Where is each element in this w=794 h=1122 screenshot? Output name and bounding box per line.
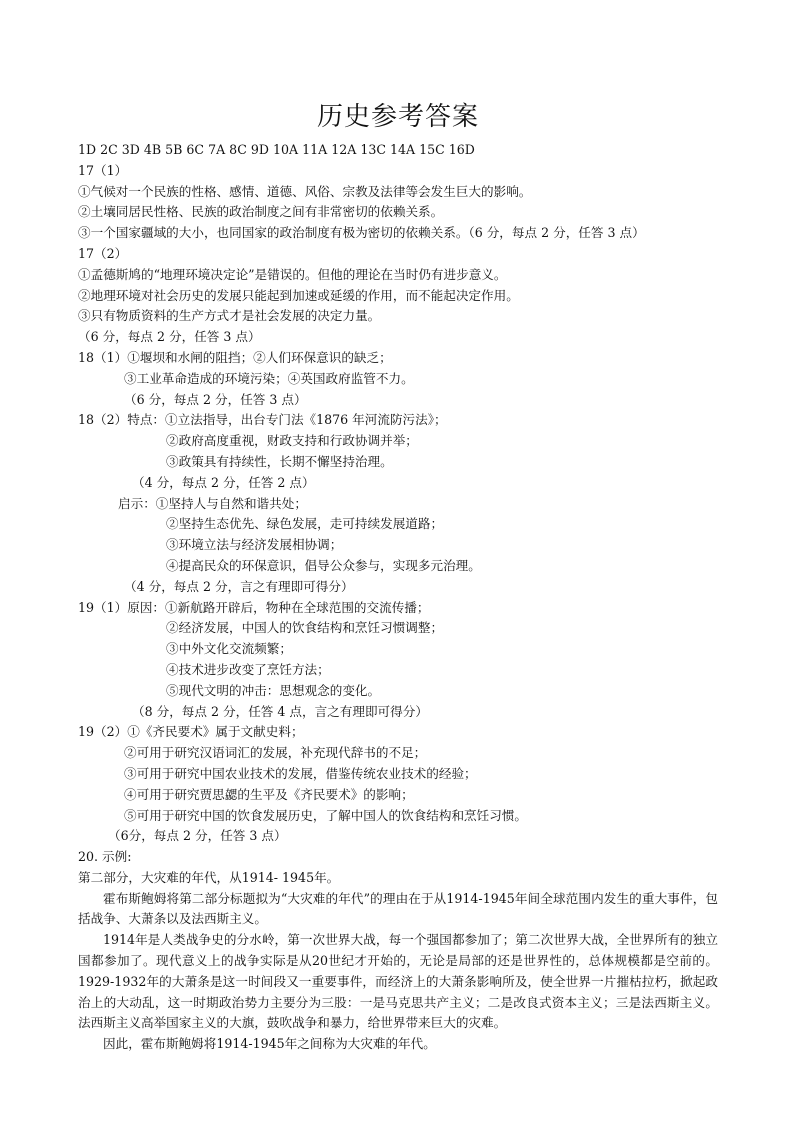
- q17-1-point-1: ①气候对一个民族的性格、感情、道德、风俗、宗教及法律等会发生巨大的影响。: [78, 183, 532, 199]
- q19-2-point-4: ④可用于研究贾思勰的生平及《齐民要术》的影响；: [124, 786, 414, 802]
- q20-part-title: 第二部分，大灾难的年代，从1914- 1945年。: [78, 869, 340, 885]
- q18-1-point-2: ③工业革命造成的环境污染；④英国政府监管不力。: [124, 370, 414, 386]
- q19-1-reason-2: ②经济发展，中国人的饮食结构和烹饪习惯调整；: [166, 620, 444, 636]
- q19-1-reason-4: ④技术进步改变了烹饪方法；: [166, 661, 330, 677]
- q17-2-score: （6 分，每点 2 分，任答 3 点）: [78, 329, 261, 345]
- q18-2-feature-2: ②政府高度重视，财政支持和行政协调并举；: [166, 433, 418, 449]
- q18-2-feature-1: 18（2）特点：①立法指导，出台专门法《1876 年河流防污法》；: [78, 412, 447, 428]
- q17-2-point-2: ②地理环境对社会历史的发展只能起到加速或延缓的作用，而不能起决定作用。: [78, 287, 519, 303]
- q18-2-insight-2: ②坚持生态优先、绿色发展，走可持续发展道路；: [166, 516, 444, 532]
- q18-2-feature-3: ③政策具有持续性，长期不懈坚持治理。: [166, 453, 393, 469]
- q19-2-point-1: 19（2）①《齐民要术》属于文献史料；: [78, 724, 304, 740]
- q18-2-insight-4: ④提高民众的环保意识，倡导公众参与，实现多元治理。: [166, 557, 481, 573]
- q17-1-heading: 17（1）: [78, 162, 128, 178]
- q17-2-point-1: ①孟德斯鸠的“地理环境决定论”是错误的。但他的理论在当时仍有进步意义。: [78, 266, 507, 282]
- q18-2-insight-1: 启示：①坚持人与自然和谐共处；: [118, 495, 307, 511]
- q19-1-score: （8 分，每点 2 分，任答 4 点，言之有理即可得分）: [132, 703, 428, 719]
- q17-2-point-3: ③只有物质资料的生产方式才是社会发展的决定力量。: [78, 308, 381, 324]
- q18-2-score-1: （4 分，每点 2 分，任答 2 点）: [132, 474, 315, 490]
- q19-2-score: （6分，每点 2 分，任答 3 点）: [108, 828, 287, 844]
- q20-paragraph-2: 1914年是人类战争史的分水岭，第一次世界大战，每一个强国都参加了；第二次世界大战，全世界所有的独立国都参加了。现代意义上的战争实际是从20世纪才开始的，无论是局部的还是世界性的，总体规模都是空前的。1929-1932年的大萧条是这一时间段又一重要事件，而经济上的大萧条影响所及，使全世界一片摧枯拉朽，掀起政治上的大动乱，这一时期政治势力主要分为三股：一是马克思共产主义；二是改良式资本主义；三是法西斯主义。法西斯主义高举国家主义的大旗，鼓吹战争和暴力，给世界带来巨大的灾难。: [78, 932, 718, 1031]
- q18-2-insight-3: ③环境立法与经济发展相协调；: [166, 537, 343, 553]
- q19-2-point-5: ⑤可用于研究中国的饮食发展历史，了解中国人的饮食结构和烹饪习惯。: [124, 807, 527, 823]
- q18-1-score: （6 分，每点 2 分，任答 3 点）: [124, 391, 307, 407]
- answer-document: [78, 100, 718, 1055]
- q20-paragraph-1: 霍布斯鲍姆将第二部分标题拟为“大灾难的年代”的理由在于从1914-1945年间全球范围内发生的重大事件，包括战争、大萧条以及法西斯主义。: [78, 890, 718, 927]
- q19-1-reason-1: 19（1）原因：①新航路开辟后，物种在全球范围的交流传播；: [78, 599, 430, 615]
- q18-1-point-1: 18（1）①堰坝和水闸的阻挡；②人们环保意识的缺乏；: [78, 349, 392, 365]
- q19-2-point-3: ③可用于研究中国农业技术的发展，借鉴传统农业技术的经验；: [124, 765, 477, 781]
- q17-1-point-3: ③一个国家疆域的大小，也同国家的政治制度有极为密切的依赖关系。（6 分，每点 2 分，任答 3 点）: [78, 225, 645, 241]
- q17-2-heading: 17（2）: [78, 245, 128, 261]
- q20-paragraph-3: 因此，霍布斯鲍姆将1914-1945年之间称为大灾难的年代。: [103, 1036, 436, 1052]
- page-title: 历史参考答案: [316, 102, 479, 132]
- q19-2-point-2: ②可用于研究汉语词汇的发展，补充现代辞书的不足；: [124, 745, 427, 761]
- q19-1-reason-3: ③中外文化交流频繁；: [166, 641, 292, 657]
- q18-2-score-2: （4 分，每点 2 分，言之有理即可得分）: [124, 578, 354, 594]
- multiple-choice-answers: 1D 2C 3D 4B 5B 6C 7A 8C 9D 10A 11A 12A 13C 14A 15C 16D: [78, 142, 475, 157]
- q17-1-point-2: ②土壤同居民性格、民族的政治制度之间有非常密切的依赖关系。: [78, 204, 444, 220]
- q19-1-reason-5: ⑤现代文明的冲击：思想观念的变化。: [166, 682, 381, 698]
- q20-heading: 20. 示例:: [78, 849, 132, 865]
